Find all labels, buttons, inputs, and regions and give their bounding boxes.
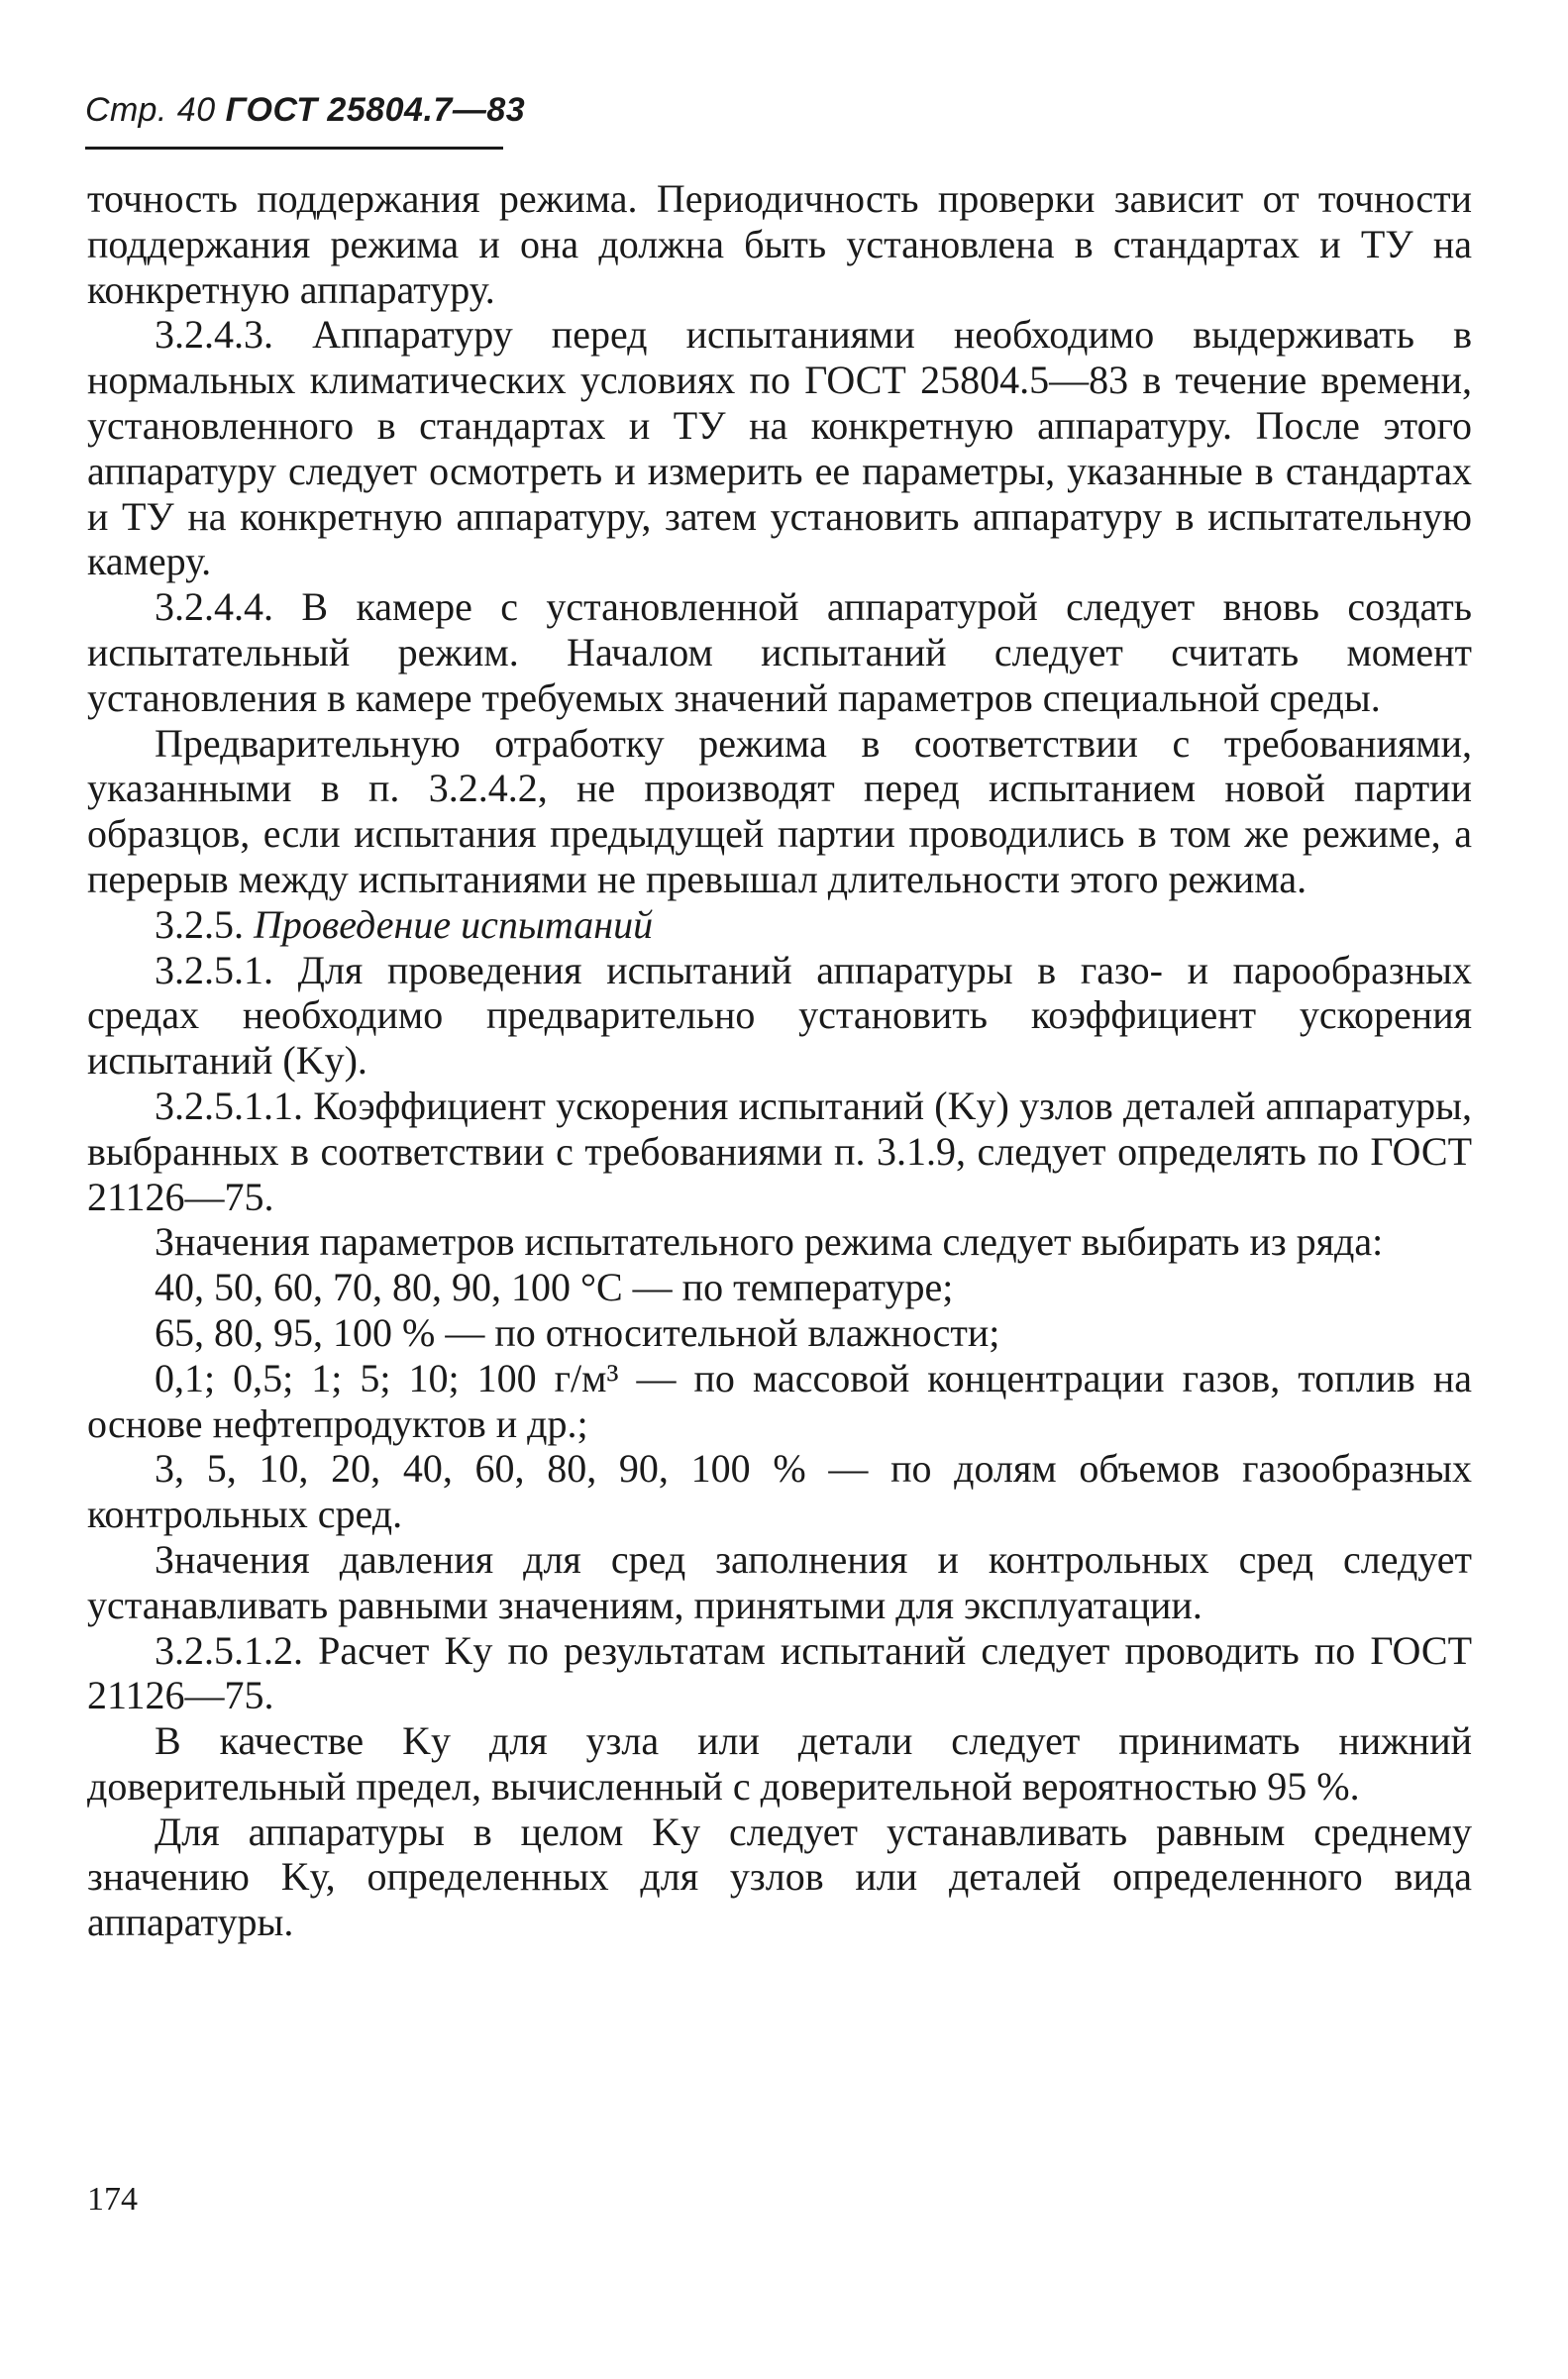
section-heading: [87, 902, 1472, 948]
paragraph: точность поддержания режима. Периодичность проверки зависит от точности поддержания режима и она должна быть установлена в стандартах и ТУ на конкретную аппаратуру.: [87, 176, 1472, 312]
body-text: [87, 176, 1472, 1945]
list-item: 40, 50, 60, 70, 80, 90, 100 °С — по температуре;: [155, 1265, 954, 1310]
header-standard: ГОСТ 25804.7—83: [225, 91, 526, 129]
paragraph: Для аппаратуры в целом Kу следует устанавливать равным среднему значению Kу, определенных для узлов или деталей определенного вида аппаратуры.: [87, 1809, 1472, 1945]
paragraph: 3.2.4.3. Аппаратуру перед испытаниями необходимо выдерживать в нормальных климатических условиях по ГОСТ 25804.5—83 в течение времени, установленного в стандартах и ТУ на конкретную аппаратуру. После этого аппаратуру следует осмотреть и измерить ее параметры, указанные в стандартах и ТУ на конкретную аппаратуру, затем установить аппаратуру в испытательную камеру.: [87, 312, 1472, 584]
paragraph: 3.2.5.1. Для проведения испытаний аппаратуры в газо- и парообразных средах необходимо предварительно установить коэффициент ускорения испытаний (Kу).: [87, 947, 1472, 1084]
paragraph: В качестве Kу для узла или детали следует принимать нижний доверительный предел, вычисленный с доверительной вероятностью 95 %.: [87, 1718, 1472, 1809]
list-item: 3, 5, 10, 20, 40, 60, 80, 90, 100 % — по долям объемов газообразных контрольных сред.: [87, 1446, 1472, 1537]
paragraph: 3.2.5.1.2. Расчет Kу по результатам испытаний следует проводить по ГОСТ 21126—75.: [87, 1627, 1472, 1718]
paragraph: 3.2.5.1.1. Коэффициент ускорения испытаний (Kу) узлов деталей аппаратуры, выбранных в соответствии с требованиями п. 3.1.9, следует определять по ГОСТ 21126—75.: [87, 1083, 1472, 1219]
section-number: 3.2.5.: [155, 901, 244, 947]
list-item: 0,1; 0,5; 1; 5; 10; 100 г/м³ — по массовой концентрации газов, топлив на основе нефтепродуктов и др.;: [87, 1355, 1472, 1446]
paragraph: Значения параметров испытательного режима следует выбирать из ряда:: [155, 1219, 1384, 1265]
header-rule: [85, 147, 503, 150]
paragraph: Значения давления для сред заполнения и контрольных сред следует устанавливать равными значениям, принятыми для эксплуатации.: [87, 1536, 1472, 1627]
section-title: Проведение испытаний: [254, 901, 654, 947]
paragraph: Предварительную отработку режима в соответствии с требованиями, указанными в п. 3.2.4.2, не производят перед испытанием новой партии образцов, если испытания предыдущей партии проводились в том же режиме, а перерыв между испытаниями не превышал длительности этого режима.: [87, 720, 1472, 901]
page-number: 174: [87, 2181, 138, 2218]
paragraph: 3.2.4.4. В камере с установленной аппаратурой следует вновь создать испытательный режим. Началом испытаний следует считать момент установления в камере требуемых значений параметров специальной среды.: [87, 584, 1472, 720]
running-header: [85, 91, 525, 130]
list-item: 65, 80, 95, 100 % — по относительной влажности;: [155, 1309, 1000, 1355]
header-page-label: Стр. 40: [85, 91, 216, 129]
